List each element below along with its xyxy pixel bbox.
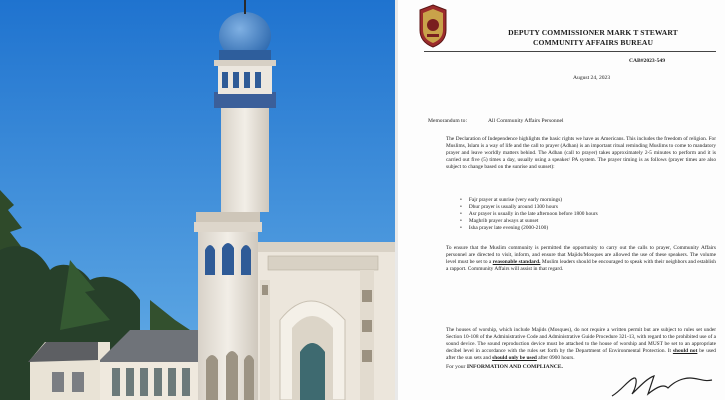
department-seal-icon: [418, 4, 448, 48]
list-item: • Dhur prayer is usually around 1300 hours: [460, 204, 700, 211]
letter-subheading: COMMUNITY AFFAIRS BUREAU: [532, 38, 654, 47]
memo-label: Memorandum to:: [428, 118, 467, 124]
list-item: • Asr prayer is usually in the late afternoon before 1800 hours: [460, 211, 700, 218]
regulations-text-c: after 0900 hours.: [536, 355, 575, 362]
list-item: • Fajr prayer at sunrise (very early mornings): [460, 197, 700, 204]
letter-date: August 24, 2023: [573, 75, 611, 81]
closing-emphasis: INFORMATION AND COMPLIANCE.: [466, 364, 563, 370]
paragraph-regulations: [446, 327, 716, 362]
side-house: [28, 342, 110, 400]
main-facade: [255, 242, 395, 400]
prayer-times-list: [460, 197, 700, 232]
list-item: • Maghrib prayer always at sunset: [460, 218, 700, 225]
regulations-text-b: be used after the sun sets and: [446, 348, 716, 362]
list-item: • Isha prayer late evening (2000-2100): [460, 225, 700, 232]
directive-text-a: To ensure that the Muslim community is permitted the opportunity to carry out the calls to prayer, Community Affairs personnel are directed to visit, inform, and ensure that Majids/Mosques are allowed the use of these speakers. The volume level must be set to a: [446, 245, 716, 266]
reference-number: CAB#2023-549: [628, 58, 665, 64]
memo-recipient: All Community Affairs Personnel: [488, 118, 564, 124]
letter-heading: DEPUTY COMMISSIONER MARK T STEWART: [508, 28, 678, 37]
heading-rule: [424, 51, 716, 52]
regulations-text-a: The houses of worship, which include Majids (Mosques), do not require a written permit but are subject to rules set under Section 10-108 of the Administrative Code and Administrative Guide Procedure 321-13, with regard to the prohibited use of a sound device. The sound reproduction device must be attached to the house of worship and MUST be set to an appropriate decibel level in accordance with the rules set forth by the Department of Environmental Protection. It: [446, 327, 716, 355]
directive-emphasis: reasonable standard.: [492, 259, 541, 266]
paragraph-directive: [446, 245, 716, 273]
paragraph-intro: The Declaration of Independence highlights the basic rights we have as Americans. This includes the freedom of religion. For Muslims, Islam is a way of life and the call to prayer (Adhan) is an important ritual reminding Muslims to come to mandatory prayer and leave worldly matters behind. The Adhan (call to prayer) takes approximately 2-5 minutes to perform and it is carried out five (5) times a day, usually using a speaker/ PA system. The prayer timing is as follows (prayer times are also subject to change based on the sunrise and sunset):: [446, 136, 716, 171]
handwritten-signature: [608, 372, 718, 400]
closing-line: [446, 364, 563, 370]
closing-text: For your: [446, 364, 467, 370]
regulations-emphasis-2: should only be used: [492, 355, 537, 362]
memo-document: [398, 0, 725, 400]
directive-text-b: Muslim leaders should be encouraged to speak with their neighbors and establish a rapport. Community Affairs will assist in that regard.: [446, 259, 716, 273]
regulations-emphasis-1: should not: [672, 348, 698, 355]
